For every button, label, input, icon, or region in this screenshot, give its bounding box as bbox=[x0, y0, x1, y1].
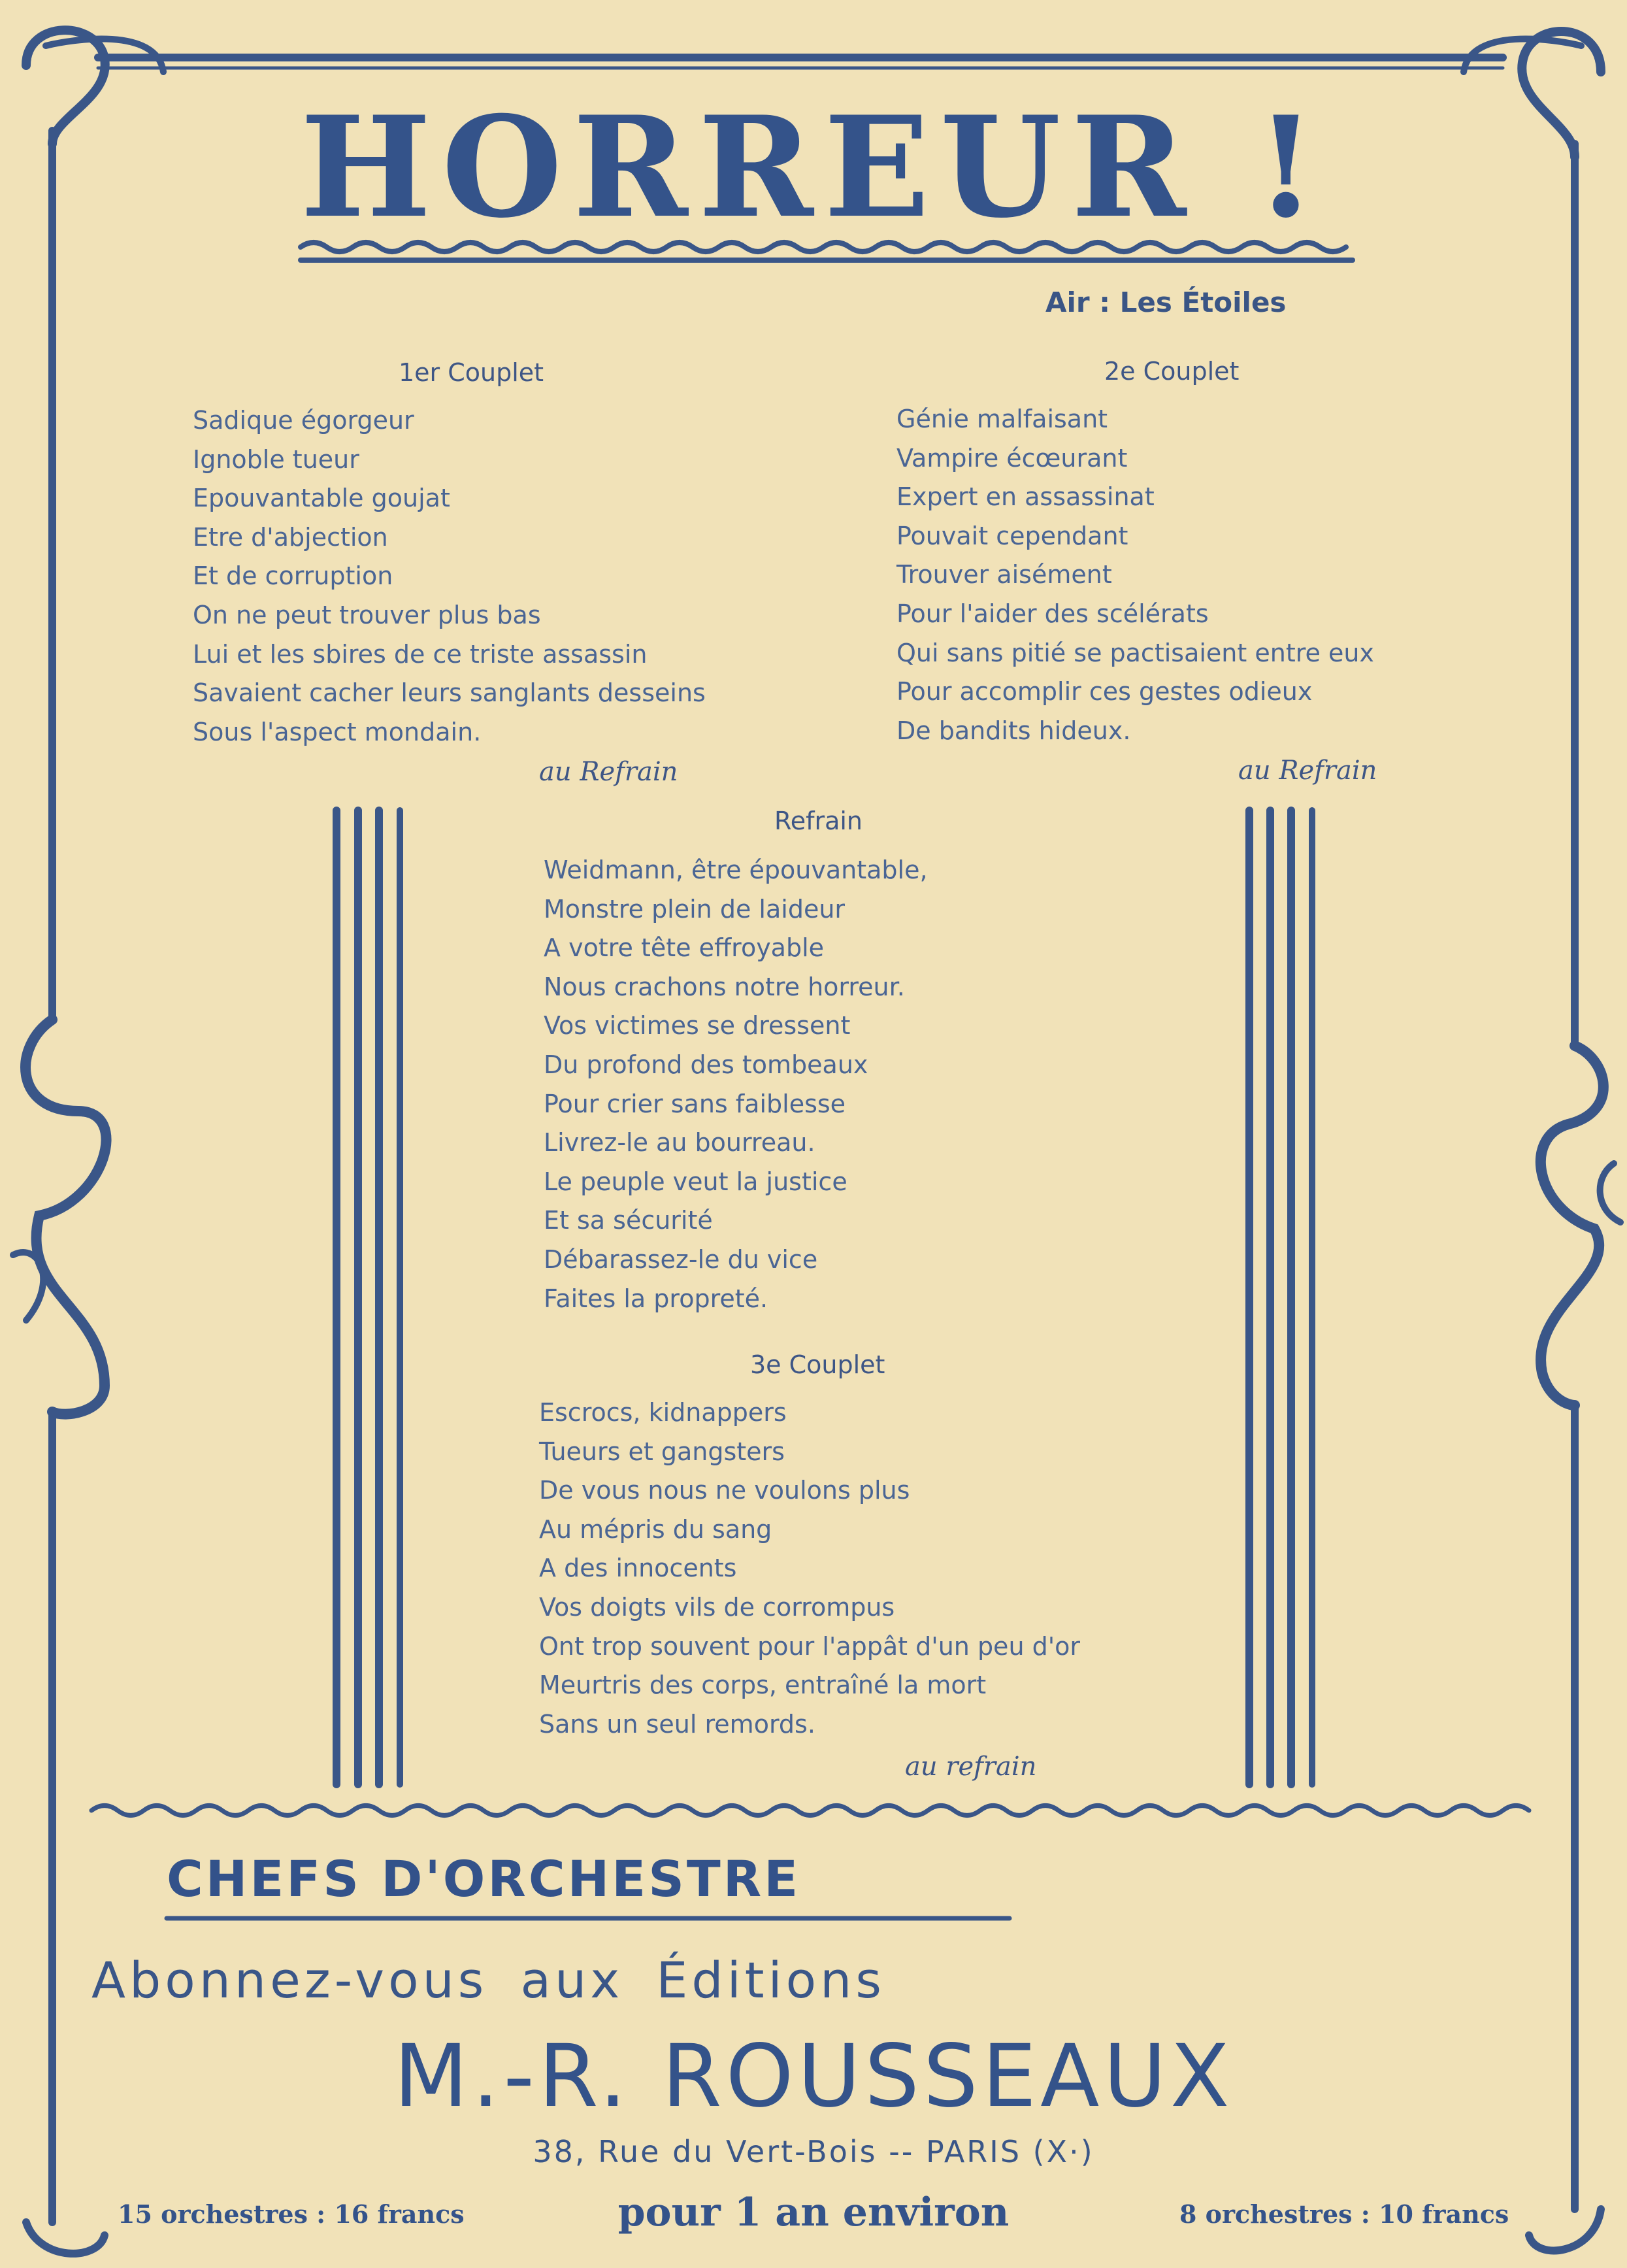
lyric-line: Sous l'aspect mondain. bbox=[193, 717, 482, 746]
lyric-line: Sans un seul remords. bbox=[539, 1709, 815, 1739]
lyric-line: Débarassez-le du vice bbox=[544, 1244, 818, 1274]
couplet-2-heading: 2e Couplet bbox=[1104, 357, 1240, 386]
subscription-duration: pour 1 an environ bbox=[617, 2190, 1010, 2235]
lyric-line: Génie malfaisant bbox=[896, 405, 1108, 433]
lyric-line: Pour accomplir ces gestes odieux bbox=[896, 677, 1313, 707]
lyric-line: Vos victimes se dressent bbox=[544, 1011, 851, 1041]
lyric-line: Trouver aisément bbox=[896, 560, 1112, 590]
refrain-ref-1: au Refrain bbox=[539, 757, 678, 787]
lyric-line: A des innocents bbox=[539, 1554, 737, 1583]
lyric-line: Escrocs, kidnappers bbox=[539, 1398, 787, 1427]
lyric-line: A votre tête effroyable bbox=[544, 933, 825, 963]
lyric-line: Pouvait cependant bbox=[896, 521, 1128, 550]
refrain-ref-3: au refrain bbox=[905, 1752, 1037, 1782]
tune-label: Air : Les Étoiles bbox=[1045, 286, 1287, 318]
lyric-line: Monstre plein de laideur bbox=[544, 894, 846, 924]
lyric-line: Tueurs et gangsters bbox=[539, 1437, 785, 1466]
poster-title: HORREUR ! bbox=[300, 86, 1327, 248]
lyric-line: Expert en assassinat bbox=[896, 482, 1155, 512]
lyric-line: Faites la propreté. bbox=[544, 1284, 768, 1313]
lyric-line: Et sa sécurité bbox=[544, 1206, 713, 1235]
lyric-line: De bandits hideux. bbox=[896, 716, 1131, 745]
advert-subscribe: Abonnez-vous aux Éditions bbox=[91, 1951, 885, 2009]
lyric-line: Weidmann, être épouvantable, bbox=[544, 856, 928, 884]
lyric-line: De vous nous ne voulons plus bbox=[539, 1476, 910, 1505]
couplet-2-lines bbox=[896, 400, 1374, 750]
price-right: 8 orchestres : 10 francs bbox=[1179, 2199, 1509, 2229]
lyric-line: Vampire écœurant bbox=[896, 443, 1128, 473]
couplet-1-heading: 1er Couplet bbox=[399, 358, 544, 387]
price-left: 15 orchestres : 16 francs bbox=[118, 2199, 465, 2229]
lyric-line: Vos doigts vils de corrompus bbox=[539, 1592, 895, 1622]
publisher-address: 38, Rue du Vert-Bois -- PARIS (X·) bbox=[533, 2134, 1094, 2169]
lyric-line: Etre d'abjection bbox=[193, 522, 388, 552]
lyric-line: Pour l'aider des scélérats bbox=[896, 599, 1209, 628]
publisher-name: M.-R. ROUSSEAUX bbox=[393, 2026, 1234, 2127]
couplet-3-heading: 3e Couplet bbox=[750, 1350, 885, 1379]
couplet-1-lines bbox=[193, 401, 706, 752]
lyric-line: Lui et les sbires de ce triste assassin bbox=[193, 639, 648, 669]
lyric-line: Et de corruption bbox=[193, 561, 393, 591]
lyric-line: Livrez-le au bourreau. bbox=[544, 1128, 815, 1158]
refrain-heading: Refrain bbox=[774, 807, 863, 835]
lyric-line: On ne peut trouver plus bas bbox=[193, 600, 541, 629]
lyric-line: Savaient cacher leurs sanglants desseins bbox=[193, 678, 706, 708]
lyric-line: Le peuple veut la justice bbox=[544, 1167, 847, 1196]
lyric-line: Ignoble tueur bbox=[193, 444, 359, 474]
refrain-lines bbox=[544, 851, 928, 1318]
advert-heading: CHEFS D'ORCHESTRE bbox=[167, 1850, 801, 1908]
lyric-line: Epouvantable goujat bbox=[193, 484, 450, 513]
lyric-line: Qui sans pitié se pactisaient entre eux bbox=[896, 638, 1374, 667]
lyric-line: Nous crachons notre horreur. bbox=[544, 972, 905, 1001]
couplet-3-lines bbox=[539, 1393, 1080, 1744]
lyric-line: Du profond des tombeaux bbox=[544, 1050, 868, 1079]
lyric-line: Ont trop souvent pour l'appât d'un peu d'or bbox=[539, 1631, 1081, 1661]
lyric-line: Pour crier sans faiblesse bbox=[544, 1089, 846, 1118]
lyric-line: Sadique égorgeur bbox=[193, 406, 414, 435]
refrain-ref-2: au Refrain bbox=[1238, 756, 1377, 786]
lyric-line: Au mépris du sang bbox=[539, 1514, 772, 1544]
lyric-line: Meurtris des corps, entraîné la mort bbox=[539, 1671, 987, 1700]
